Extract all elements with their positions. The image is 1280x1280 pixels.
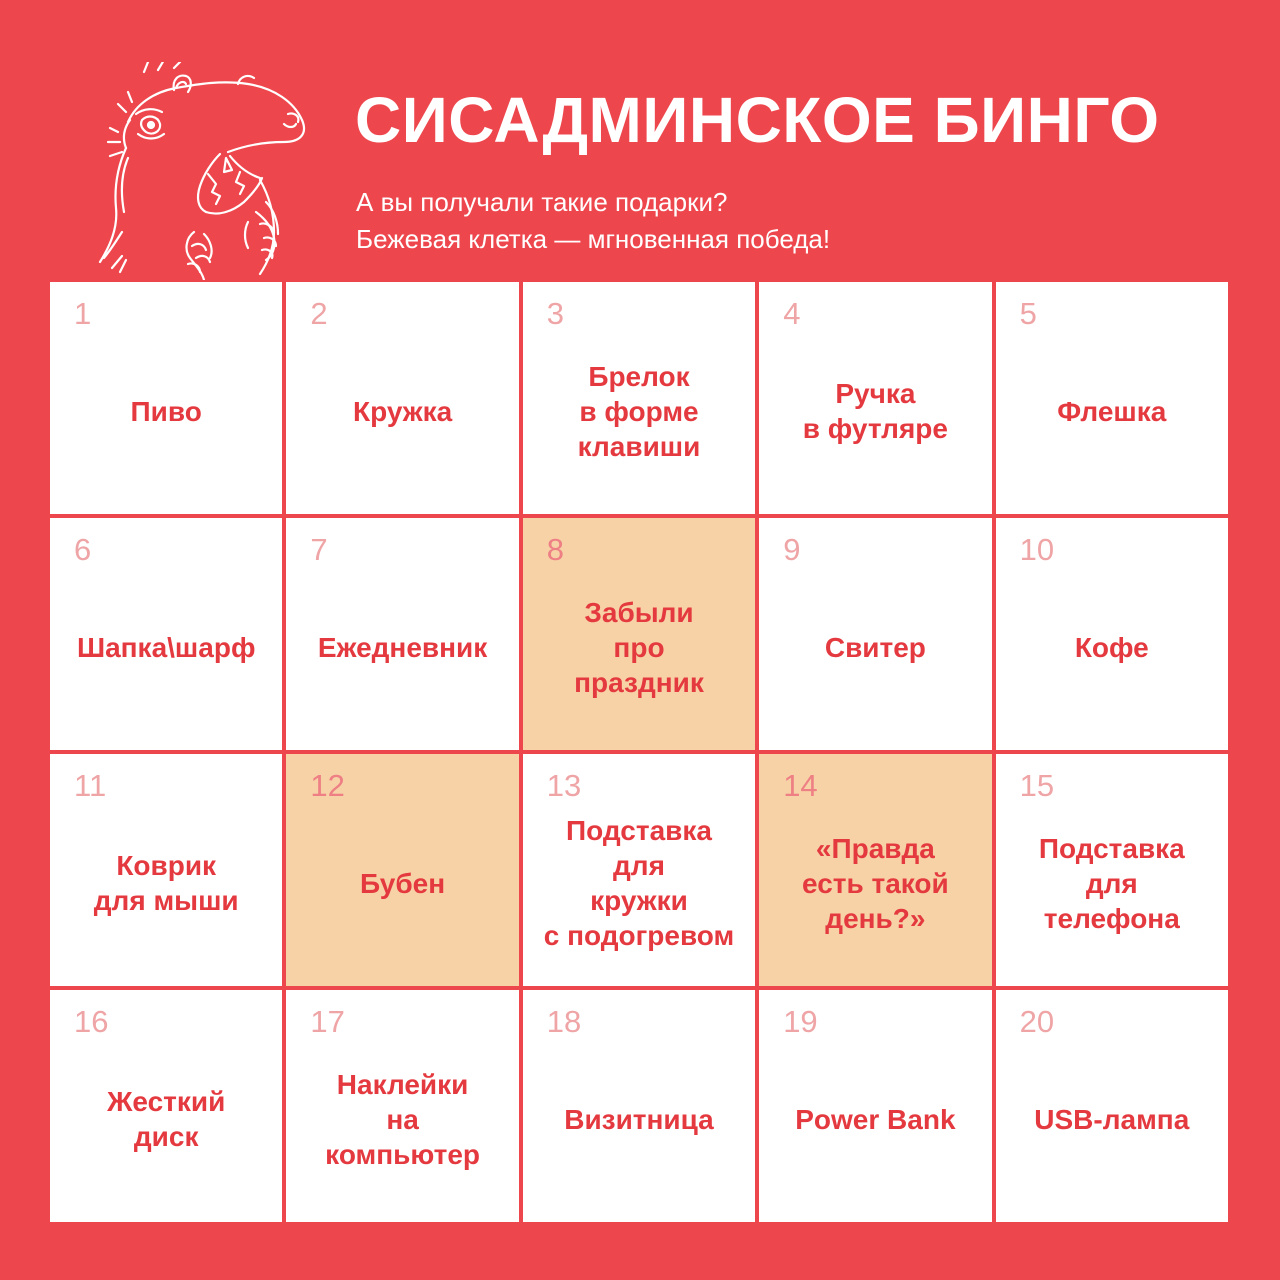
bingo-cell[interactable]: [284, 280, 520, 516]
bingo-cell[interactable]: [757, 516, 993, 752]
bingo-cell[interactable]: [521, 280, 757, 516]
bingo-cell[interactable]: [757, 280, 993, 516]
cell-label: Пиво: [130, 395, 202, 427]
cell-label: Кофе: [1074, 631, 1149, 663]
cell-number: 20: [1019, 1004, 1055, 1039]
bingo-cell[interactable]: [994, 280, 1230, 516]
cell-label: Флешка: [1057, 395, 1167, 427]
cell-number: 17: [310, 1004, 345, 1039]
bingo-cell[interactable]: [521, 752, 757, 988]
bingo-cell[interactable]: [994, 988, 1230, 1224]
bingo-cell[interactable]: [48, 516, 284, 752]
cell-label: Брелок в форме клавиши: [577, 360, 701, 462]
bingo-grid: [48, 280, 1230, 1224]
cell-label: Подставка для телефона: [1038, 832, 1185, 934]
bingo-cell[interactable]: [757, 752, 993, 988]
bingo-cell[interactable]: [284, 516, 520, 752]
bingo-cell[interactable]: [284, 988, 520, 1224]
bingo-cell[interactable]: [521, 988, 757, 1224]
cell-number: 14: [783, 768, 818, 803]
cell-label: Power Bank: [795, 1103, 956, 1135]
cell-number: 10: [1019, 532, 1055, 567]
cell-number: 19: [783, 1004, 818, 1039]
cell-number: 16: [74, 1004, 109, 1039]
page-title: СИСАДМИНСКОЕ БИНГО: [355, 84, 1160, 156]
bingo-cell[interactable]: [48, 988, 284, 1224]
cell-label: Ежедневник: [317, 631, 488, 663]
cell-label: Свитер: [824, 631, 926, 663]
cell-label: Визитница: [564, 1103, 714, 1135]
cell-number: 8: [546, 532, 565, 567]
bingo-cell[interactable]: [48, 280, 284, 516]
bingo-cell[interactable]: [48, 752, 284, 988]
subtitle: [356, 184, 830, 258]
cell-number: 4: [783, 296, 801, 331]
cell-label: Ручка в футляре: [802, 378, 948, 444]
cell-number: 7: [310, 532, 328, 567]
bingo-cell[interactable]: [994, 752, 1230, 988]
cell-label: Забыли про праздник: [574, 596, 704, 698]
cell-number: 12: [310, 768, 345, 803]
bingo-cell[interactable]: [521, 516, 757, 752]
cell-label: USB-лампа: [1034, 1103, 1190, 1135]
bingo-cell[interactable]: [994, 516, 1230, 752]
cell-number: 1: [74, 296, 92, 331]
cell-label: Жесткий диск: [107, 1086, 226, 1152]
cell-number: 5: [1019, 296, 1037, 331]
cell-label: Наклейки на компьютер: [325, 1068, 480, 1170]
cell-number: 6: [74, 532, 92, 567]
cell-number: 18: [546, 1004, 582, 1039]
bingo-cell[interactable]: [757, 988, 993, 1224]
cell-number: 2: [310, 296, 328, 331]
cell-label: Коврик для мыши: [93, 850, 239, 916]
subtitle-question: А вы получали такие подарки?: [356, 187, 728, 217]
cell-number: 3: [546, 296, 565, 331]
bingo-cell[interactable]: [284, 752, 520, 988]
subtitle-rule: Бежевая клетка — мгновенная победа!: [356, 224, 831, 254]
cell-label: Шапка\шарф: [76, 631, 256, 663]
cell-number: 15: [1019, 768, 1055, 803]
sketched-rodent-icon: [88, 62, 328, 284]
cell-number: 13: [546, 768, 582, 803]
cell-label: Подставка для кружки с подогревом: [543, 815, 735, 951]
cell-label: «Правда есть такой день?»: [802, 832, 949, 934]
cell-label: Бубен: [360, 867, 446, 899]
cell-label: Кружка: [353, 395, 453, 427]
cell-number: 9: [783, 532, 801, 567]
cell-number: 11: [74, 768, 107, 803]
